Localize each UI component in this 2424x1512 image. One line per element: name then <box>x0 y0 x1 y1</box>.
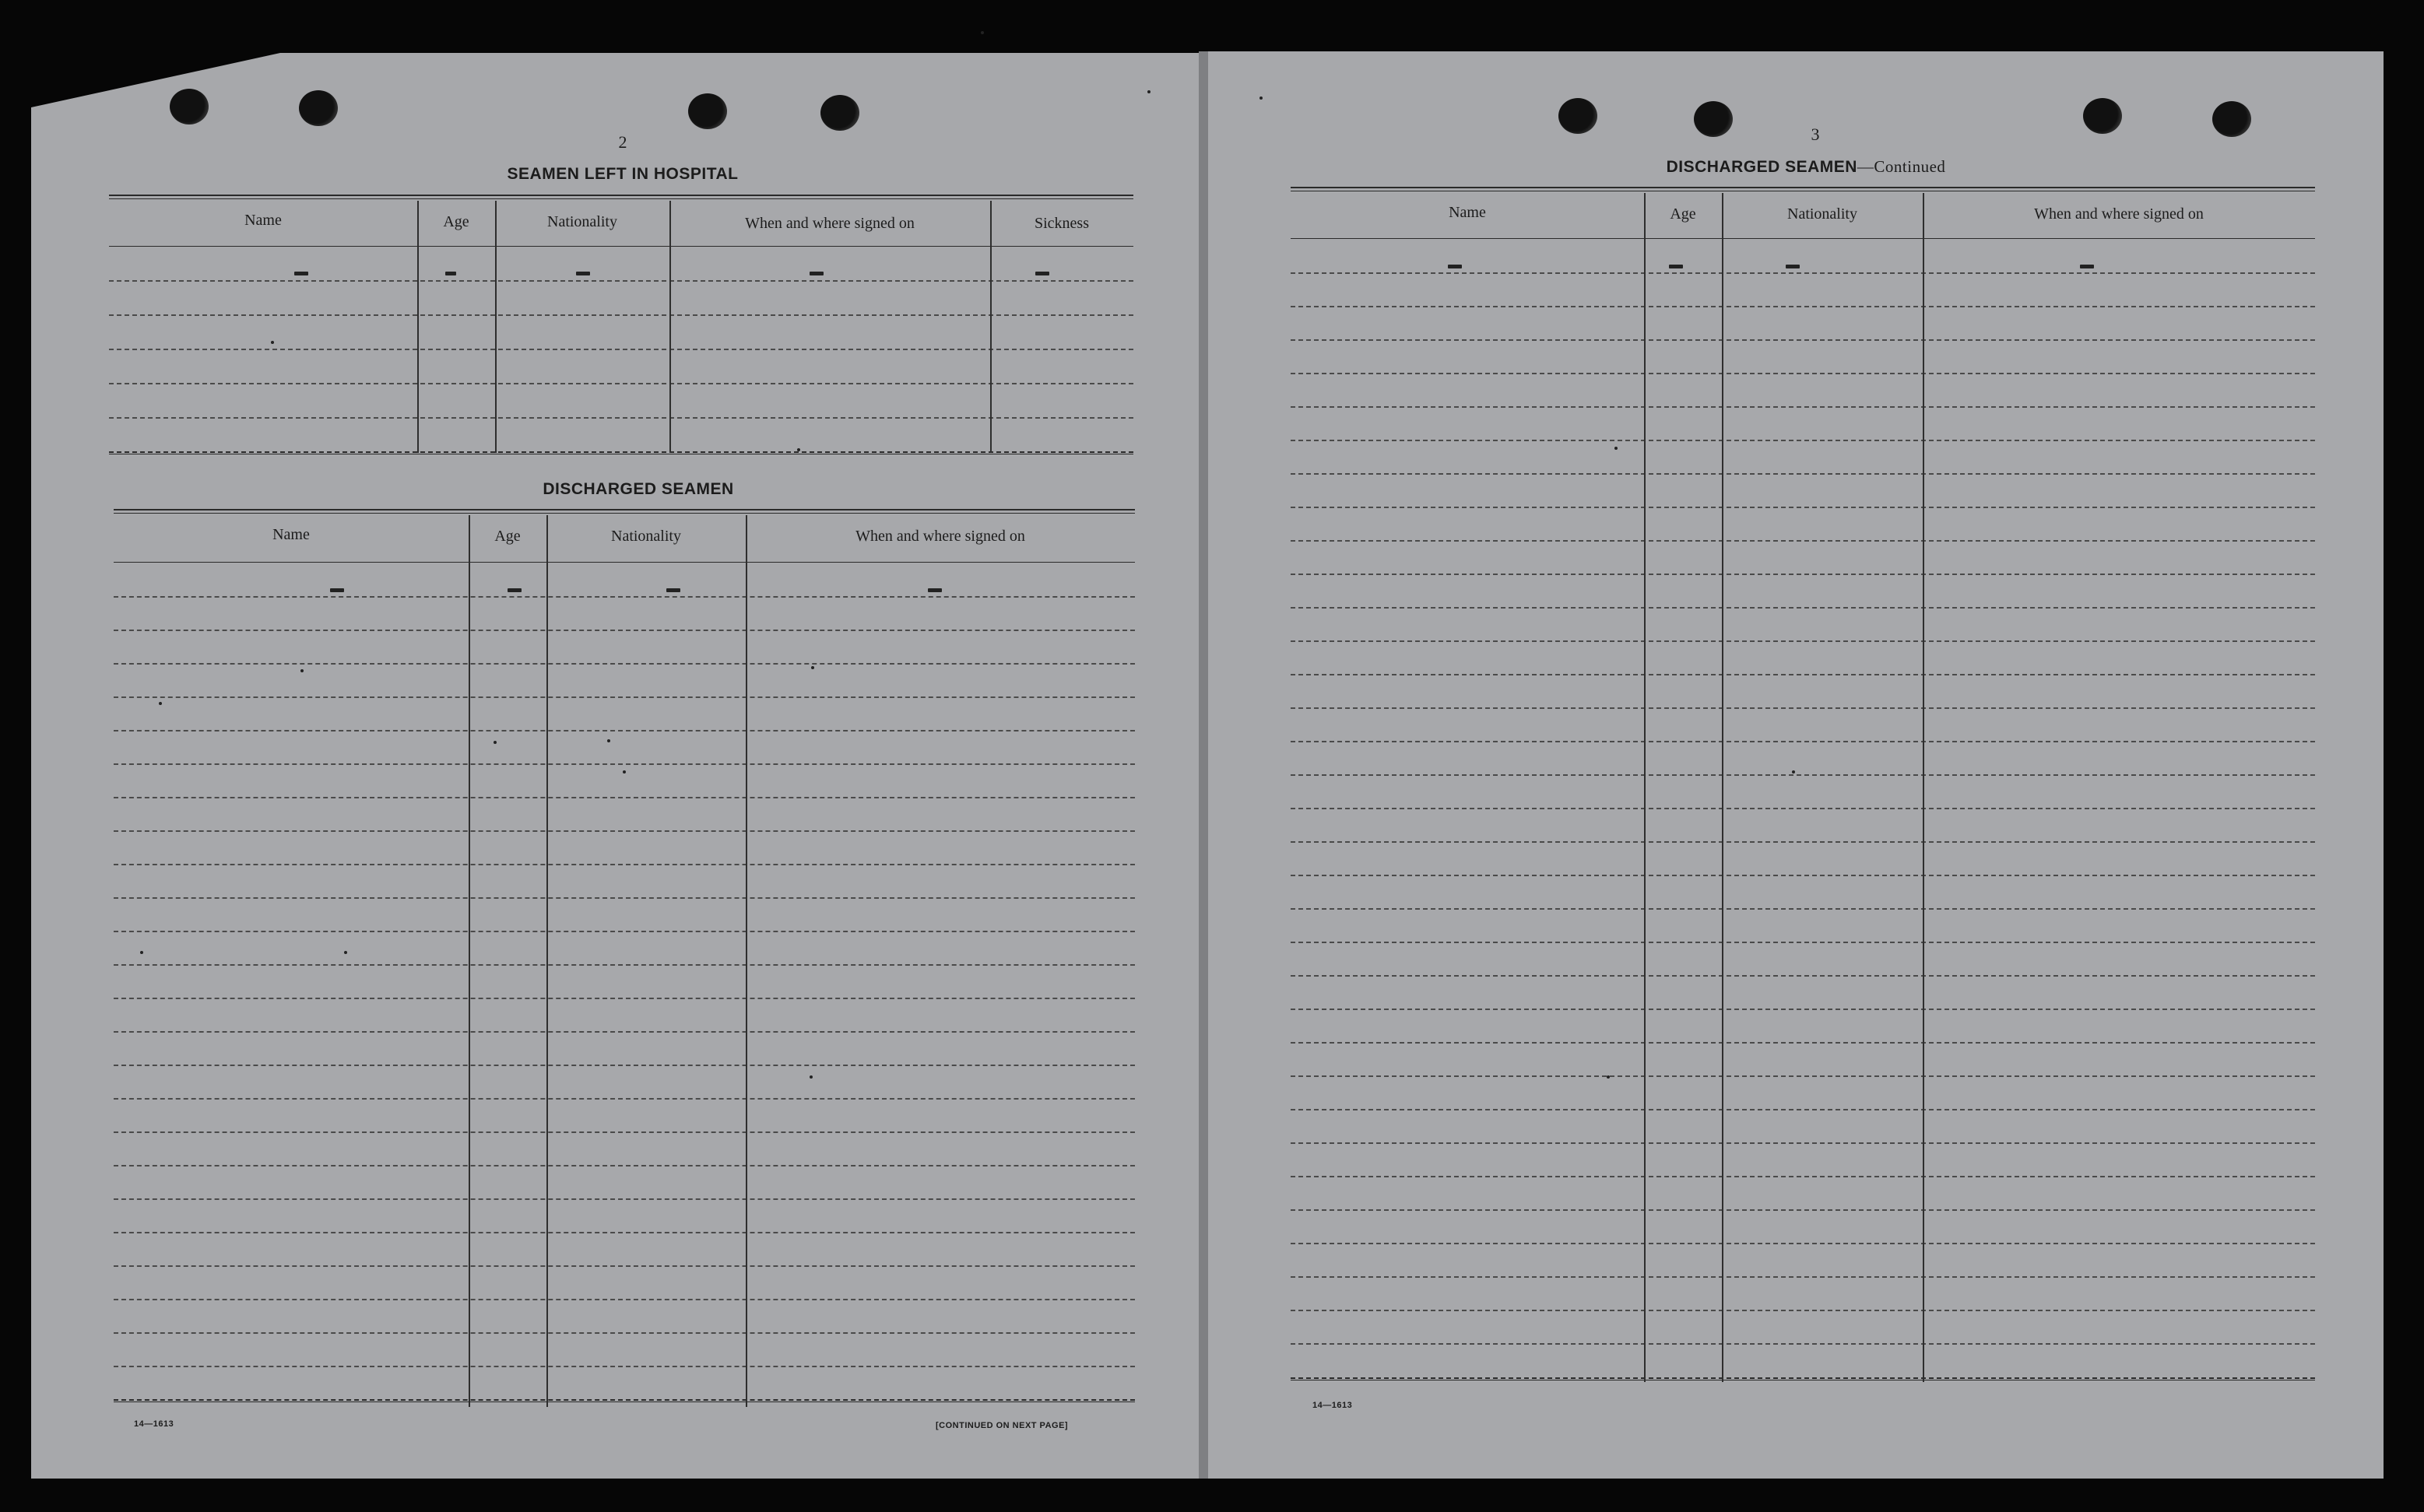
ditto-mark <box>445 272 456 275</box>
discharged-continued-table <box>1291 187 2315 1398</box>
column-divider <box>495 201 497 453</box>
paper-speck <box>810 1075 813 1079</box>
row-rule <box>1291 875 2315 876</box>
paper-speck <box>1792 770 1795 774</box>
ditto-mark <box>1786 265 1800 268</box>
paper-speck <box>140 951 143 954</box>
row-rule <box>109 349 1133 350</box>
row-rule <box>1291 1009 2315 1010</box>
column-header-name: Name <box>272 526 310 543</box>
ditto-mark <box>1448 265 1462 268</box>
row-rule <box>1291 1243 2315 1244</box>
discharged-continued-title-suffix: —Continued <box>1857 157 1946 176</box>
row-rule <box>114 663 1135 665</box>
header-rule <box>1291 238 2315 239</box>
row-rule <box>1291 975 2315 977</box>
row-rule <box>1291 674 2315 675</box>
column-divider <box>469 515 470 1407</box>
row-rule <box>1291 1109 2315 1110</box>
row-rule <box>1291 808 2315 809</box>
row-rule <box>1291 942 2315 943</box>
row-rule <box>109 314 1133 316</box>
column-divider <box>546 515 548 1407</box>
column-header-name: Name <box>1449 204 1486 221</box>
ditto-mark <box>1669 265 1683 268</box>
row-rule <box>1291 272 2315 274</box>
column-header-age: Age <box>1670 205 1696 223</box>
row-rule <box>114 830 1135 832</box>
punch-hole-icon <box>820 95 859 131</box>
row-rule <box>1291 339 2315 341</box>
punch-hole-icon <box>2083 98 2122 134</box>
paper-speck <box>1259 96 1263 100</box>
discharged-table <box>114 509 1135 1418</box>
row-rule <box>1291 908 2315 910</box>
header-rule <box>109 246 1133 247</box>
row-rule <box>1291 1343 2315 1345</box>
column-header-nationality: Nationality <box>1787 205 1857 223</box>
column-divider <box>669 201 671 453</box>
column-header-age: Age <box>443 213 469 230</box>
page-number: 2 <box>618 132 627 152</box>
row-rule <box>1291 741 2315 742</box>
paper-speck <box>623 770 626 774</box>
row-rule <box>1291 1075 2315 1077</box>
row-rule <box>114 1232 1135 1233</box>
table-top-rule <box>1291 187 2315 191</box>
table-bottom-rule <box>1291 1377 2315 1380</box>
row-rule <box>114 1198 1135 1200</box>
row-rule <box>1291 507 2315 508</box>
paper-speck <box>271 341 274 344</box>
table-top-rule <box>114 509 1135 514</box>
row-rule <box>1291 540 2315 542</box>
row-rule <box>114 1299 1135 1300</box>
punch-hole-icon <box>1694 101 1733 137</box>
column-header-name: Name <box>244 212 282 229</box>
punch-hole-icon <box>688 93 727 129</box>
row-rule <box>114 1265 1135 1267</box>
punch-hole-icon <box>170 89 209 125</box>
row-rule <box>1291 1209 2315 1211</box>
discharged-section-title: DISCHARGED SEAMEN <box>543 480 734 498</box>
ditto-mark <box>666 588 680 592</box>
row-rule <box>1291 774 2315 776</box>
row-rule <box>1291 607 2315 609</box>
row-rule <box>1291 707 2315 709</box>
paper-speck <box>494 741 497 744</box>
page-fold <box>1199 51 1208 1479</box>
row-rule <box>114 1065 1135 1066</box>
row-rule <box>1291 1276 2315 1278</box>
row-rule <box>1291 1142 2315 1144</box>
row-rule <box>114 931 1135 932</box>
row-rule <box>1291 1176 2315 1177</box>
row-rule <box>1291 406 2315 408</box>
row-rule <box>114 763 1135 765</box>
row-rule <box>114 696 1135 698</box>
hospital-table <box>109 195 1133 462</box>
paper-speck <box>797 448 800 451</box>
row-rule <box>114 1165 1135 1166</box>
ditto-mark <box>576 272 590 275</box>
column-header-when-where: When and where signed on <box>855 528 1025 545</box>
row-rule <box>114 1131 1135 1133</box>
row-rule <box>114 730 1135 731</box>
ditto-mark <box>1035 272 1049 275</box>
table-bottom-rule <box>109 451 1133 454</box>
paper-speck <box>344 951 347 954</box>
column-divider <box>1644 193 1646 1382</box>
discharged-continued-title-main: DISCHARGED SEAMEN <box>1666 158 1857 176</box>
paper-speck <box>1614 447 1618 450</box>
discharged-continued-title <box>1604 157 2008 177</box>
column-header-age: Age <box>494 528 521 545</box>
row-rule <box>109 417 1133 419</box>
table-top-rule <box>109 195 1133 199</box>
row-rule <box>114 897 1135 899</box>
row-rule <box>1291 841 2315 843</box>
column-header-when-where: When and where signed on <box>2034 205 2204 223</box>
column-divider <box>417 201 419 453</box>
row-rule <box>114 864 1135 865</box>
row-rule <box>1291 640 2315 642</box>
row-rule <box>1291 574 2315 575</box>
ditto-mark <box>2080 265 2094 268</box>
column-divider <box>990 201 992 453</box>
row-rule <box>1291 306 2315 307</box>
form-number: 14—1613 <box>1312 1401 1353 1410</box>
paper-speck <box>159 702 162 705</box>
punch-hole-icon <box>2212 101 2251 137</box>
continued-note: [CONTINUED ON NEXT PAGE] <box>936 1421 1069 1430</box>
page-number: 3 <box>1811 125 1820 144</box>
row-rule <box>114 998 1135 999</box>
row-rule <box>114 964 1135 966</box>
hospital-section-title: SEAMEN LEFT IN HOSPITAL <box>507 165 739 183</box>
row-rule <box>1291 1042 2315 1044</box>
header-rule <box>114 562 1135 563</box>
row-rule <box>114 1031 1135 1033</box>
row-rule <box>109 280 1133 282</box>
paper-speck <box>981 31 984 34</box>
row-rule <box>114 1332 1135 1334</box>
ditto-mark <box>330 588 344 592</box>
row-rule <box>109 383 1133 384</box>
ditto-mark <box>928 588 942 592</box>
ditto-mark <box>294 272 308 275</box>
column-header-nationality: Nationality <box>611 528 681 545</box>
paper-speck <box>1147 90 1151 93</box>
row-rule <box>1291 373 2315 374</box>
row-rule <box>114 596 1135 598</box>
paper-speck <box>607 739 610 742</box>
column-divider <box>1722 193 1723 1382</box>
column-divider <box>746 515 747 1407</box>
ditto-mark <box>508 588 522 592</box>
row-rule <box>1291 440 2315 441</box>
paper-speck <box>300 669 304 672</box>
punch-hole-icon <box>299 90 338 126</box>
row-rule <box>114 1098 1135 1100</box>
column-divider <box>1923 193 1924 1382</box>
paper-speck <box>811 666 814 669</box>
column-header-when-where: When and where signed on <box>745 215 915 232</box>
paper-speck <box>1607 1075 1610 1079</box>
column-header-nationality: Nationality <box>547 213 617 230</box>
ditto-mark <box>810 272 824 275</box>
row-rule <box>114 1366 1135 1367</box>
form-number: 14—1613 <box>134 1419 174 1429</box>
punch-hole-icon <box>1558 98 1597 134</box>
column-header-sickness: Sickness <box>1035 215 1089 232</box>
row-rule <box>114 797 1135 798</box>
row-rule <box>114 630 1135 631</box>
row-rule <box>1291 473 2315 475</box>
row-rule <box>1291 1310 2315 1311</box>
table-bottom-rule <box>114 1399 1135 1402</box>
